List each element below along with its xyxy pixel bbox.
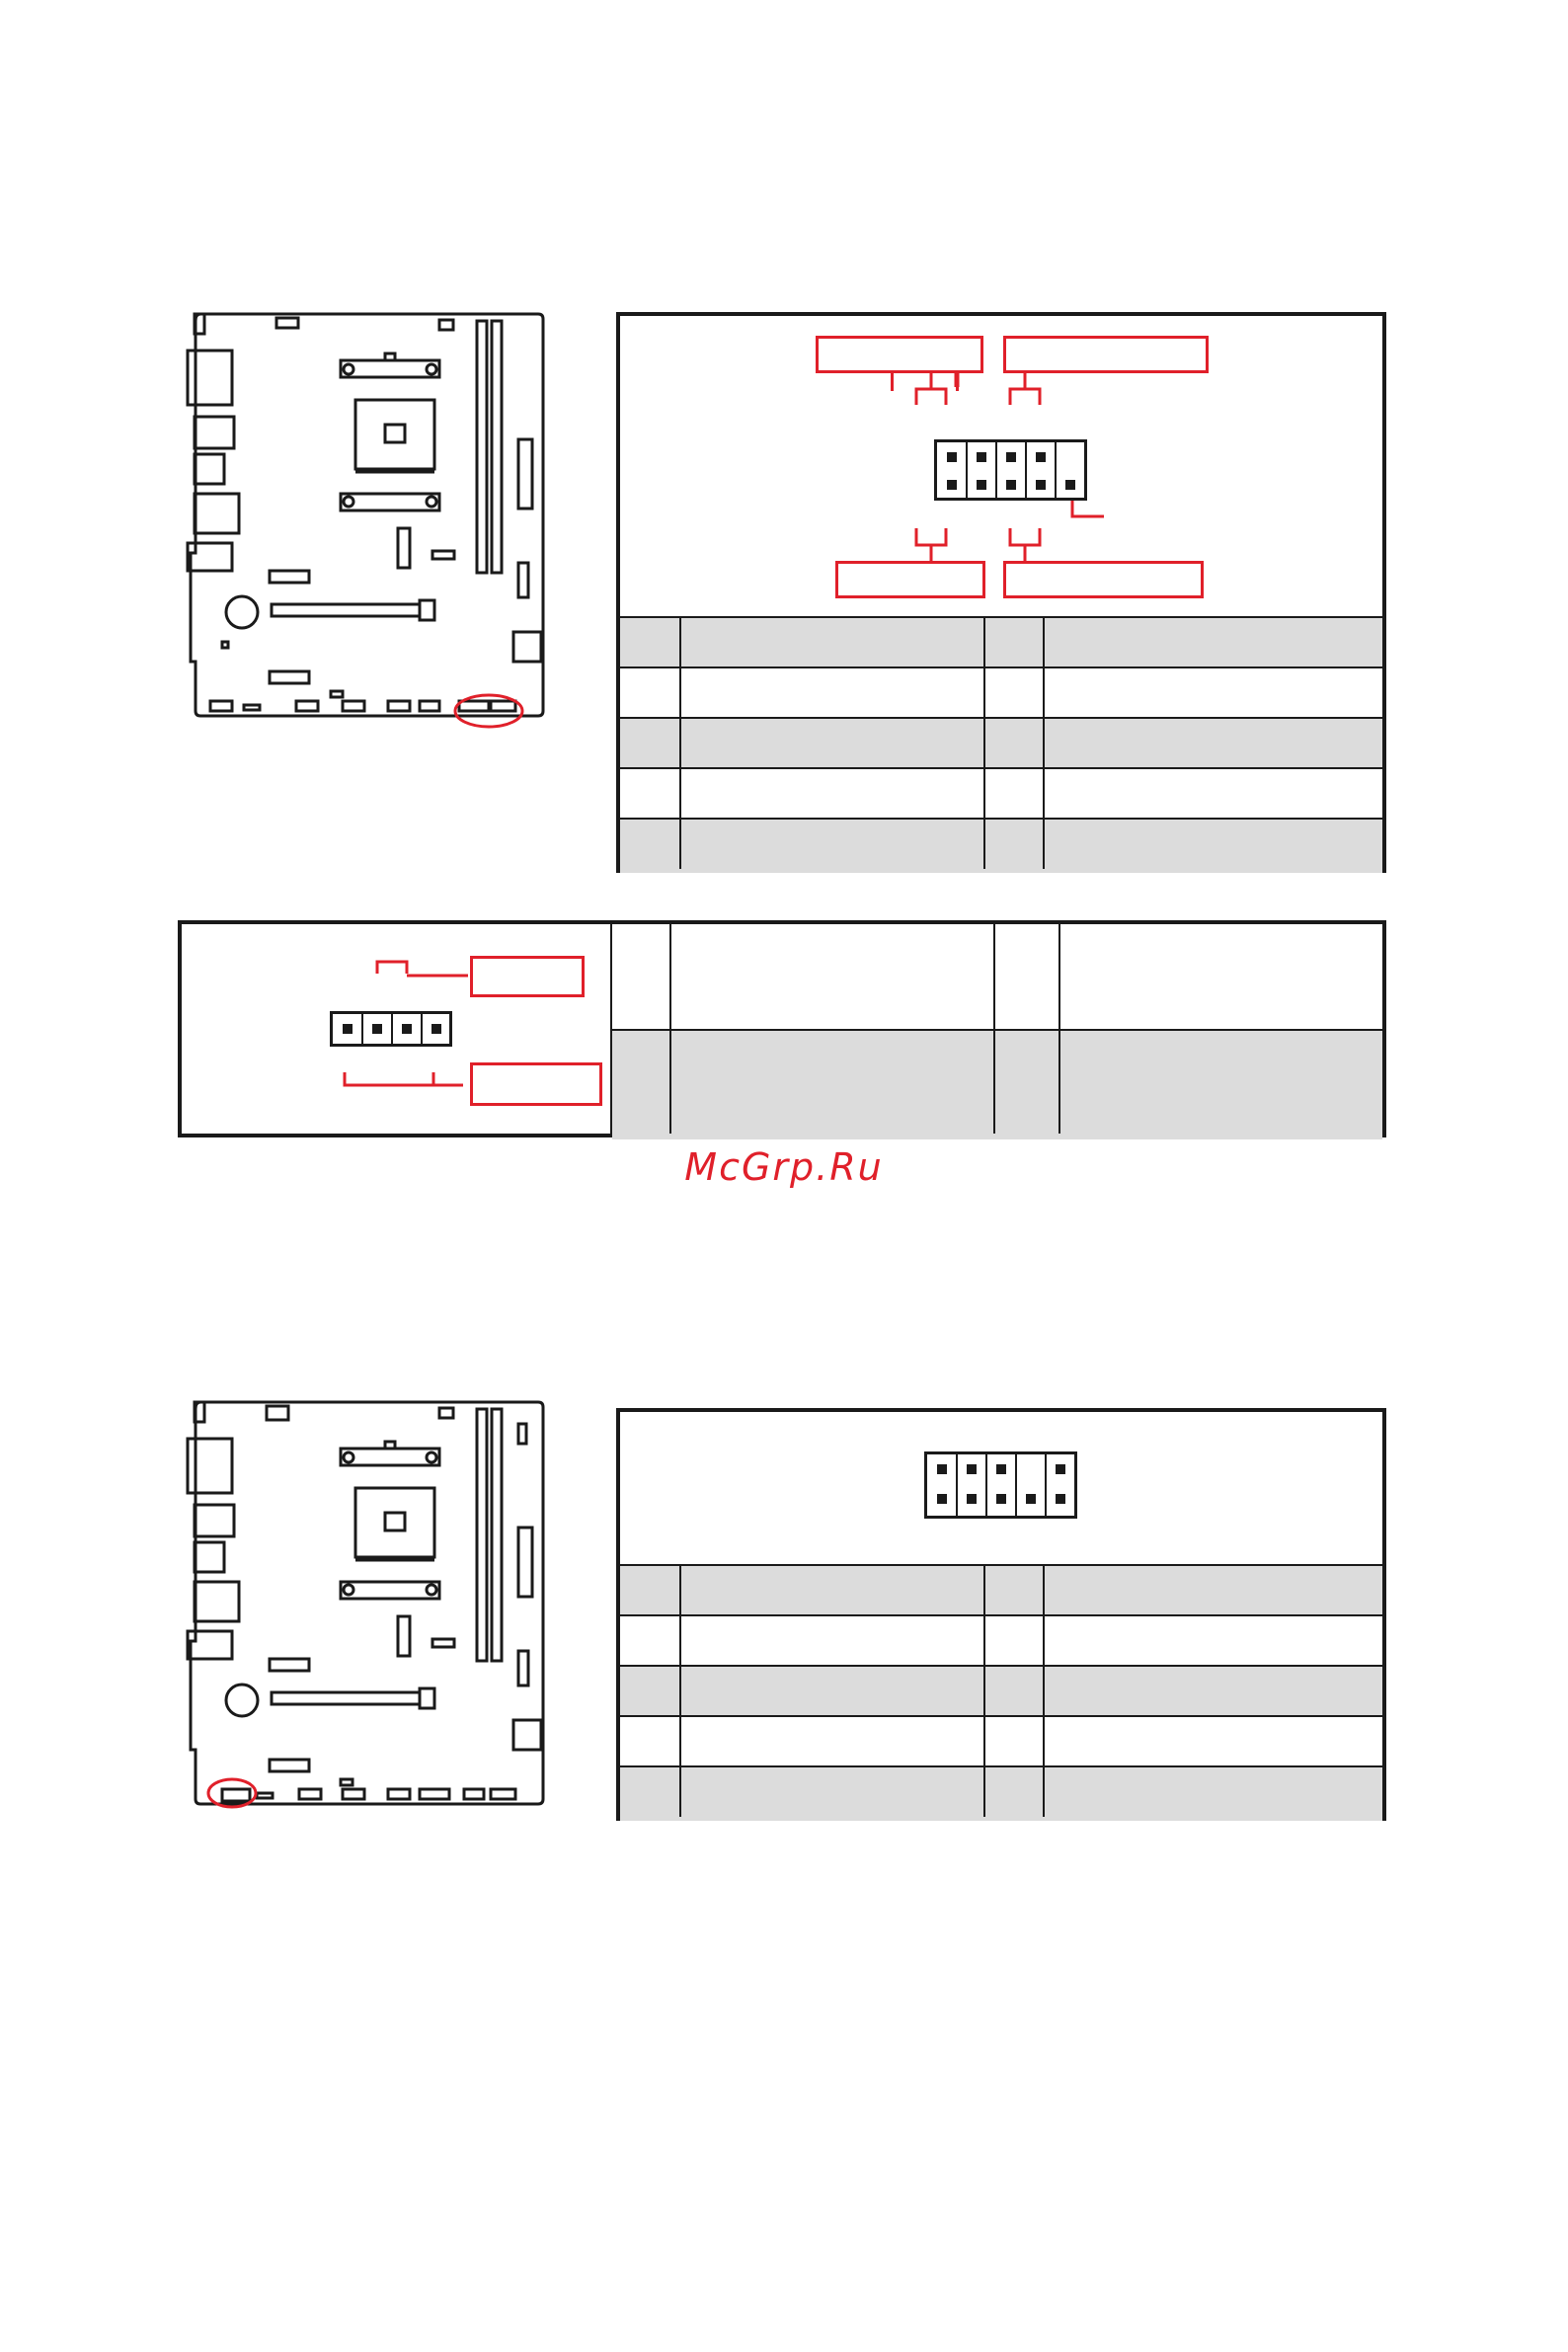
watermark-text: McGrp.Ru: [684, 1145, 884, 1189]
pin-header-10: [924, 1451, 1077, 1519]
pin-table-row: [620, 818, 1382, 873]
pin-table-row: [612, 1029, 1382, 1139]
pin-table-row: [620, 1665, 1382, 1715]
pin-label-box: [470, 1062, 602, 1106]
pin-table-row: [620, 767, 1382, 818]
pin-label-box: [835, 561, 985, 598]
pin-header-4: [330, 1011, 452, 1047]
connector-panel-middle: [178, 920, 1386, 1137]
pin-table-row: [620, 1564, 1382, 1614]
pin-label-box: [470, 956, 585, 997]
pin-table-row: [620, 666, 1382, 717]
pin-table-row: [620, 717, 1382, 767]
pin-table-row: [620, 616, 1382, 666]
motherboard-diagram-bottom: [183, 1394, 548, 1819]
pin-table-row: [620, 1614, 1382, 1665]
pin-header-10: [934, 439, 1087, 501]
pin-label-box: [1003, 561, 1204, 598]
pin-table-row: [620, 1765, 1382, 1821]
connector-panel-bottom: [616, 1408, 1386, 1821]
connector-panel-top: [616, 312, 1386, 873]
motherboard-diagram-top: [183, 306, 548, 731]
pin-table-row: [620, 1715, 1382, 1765]
